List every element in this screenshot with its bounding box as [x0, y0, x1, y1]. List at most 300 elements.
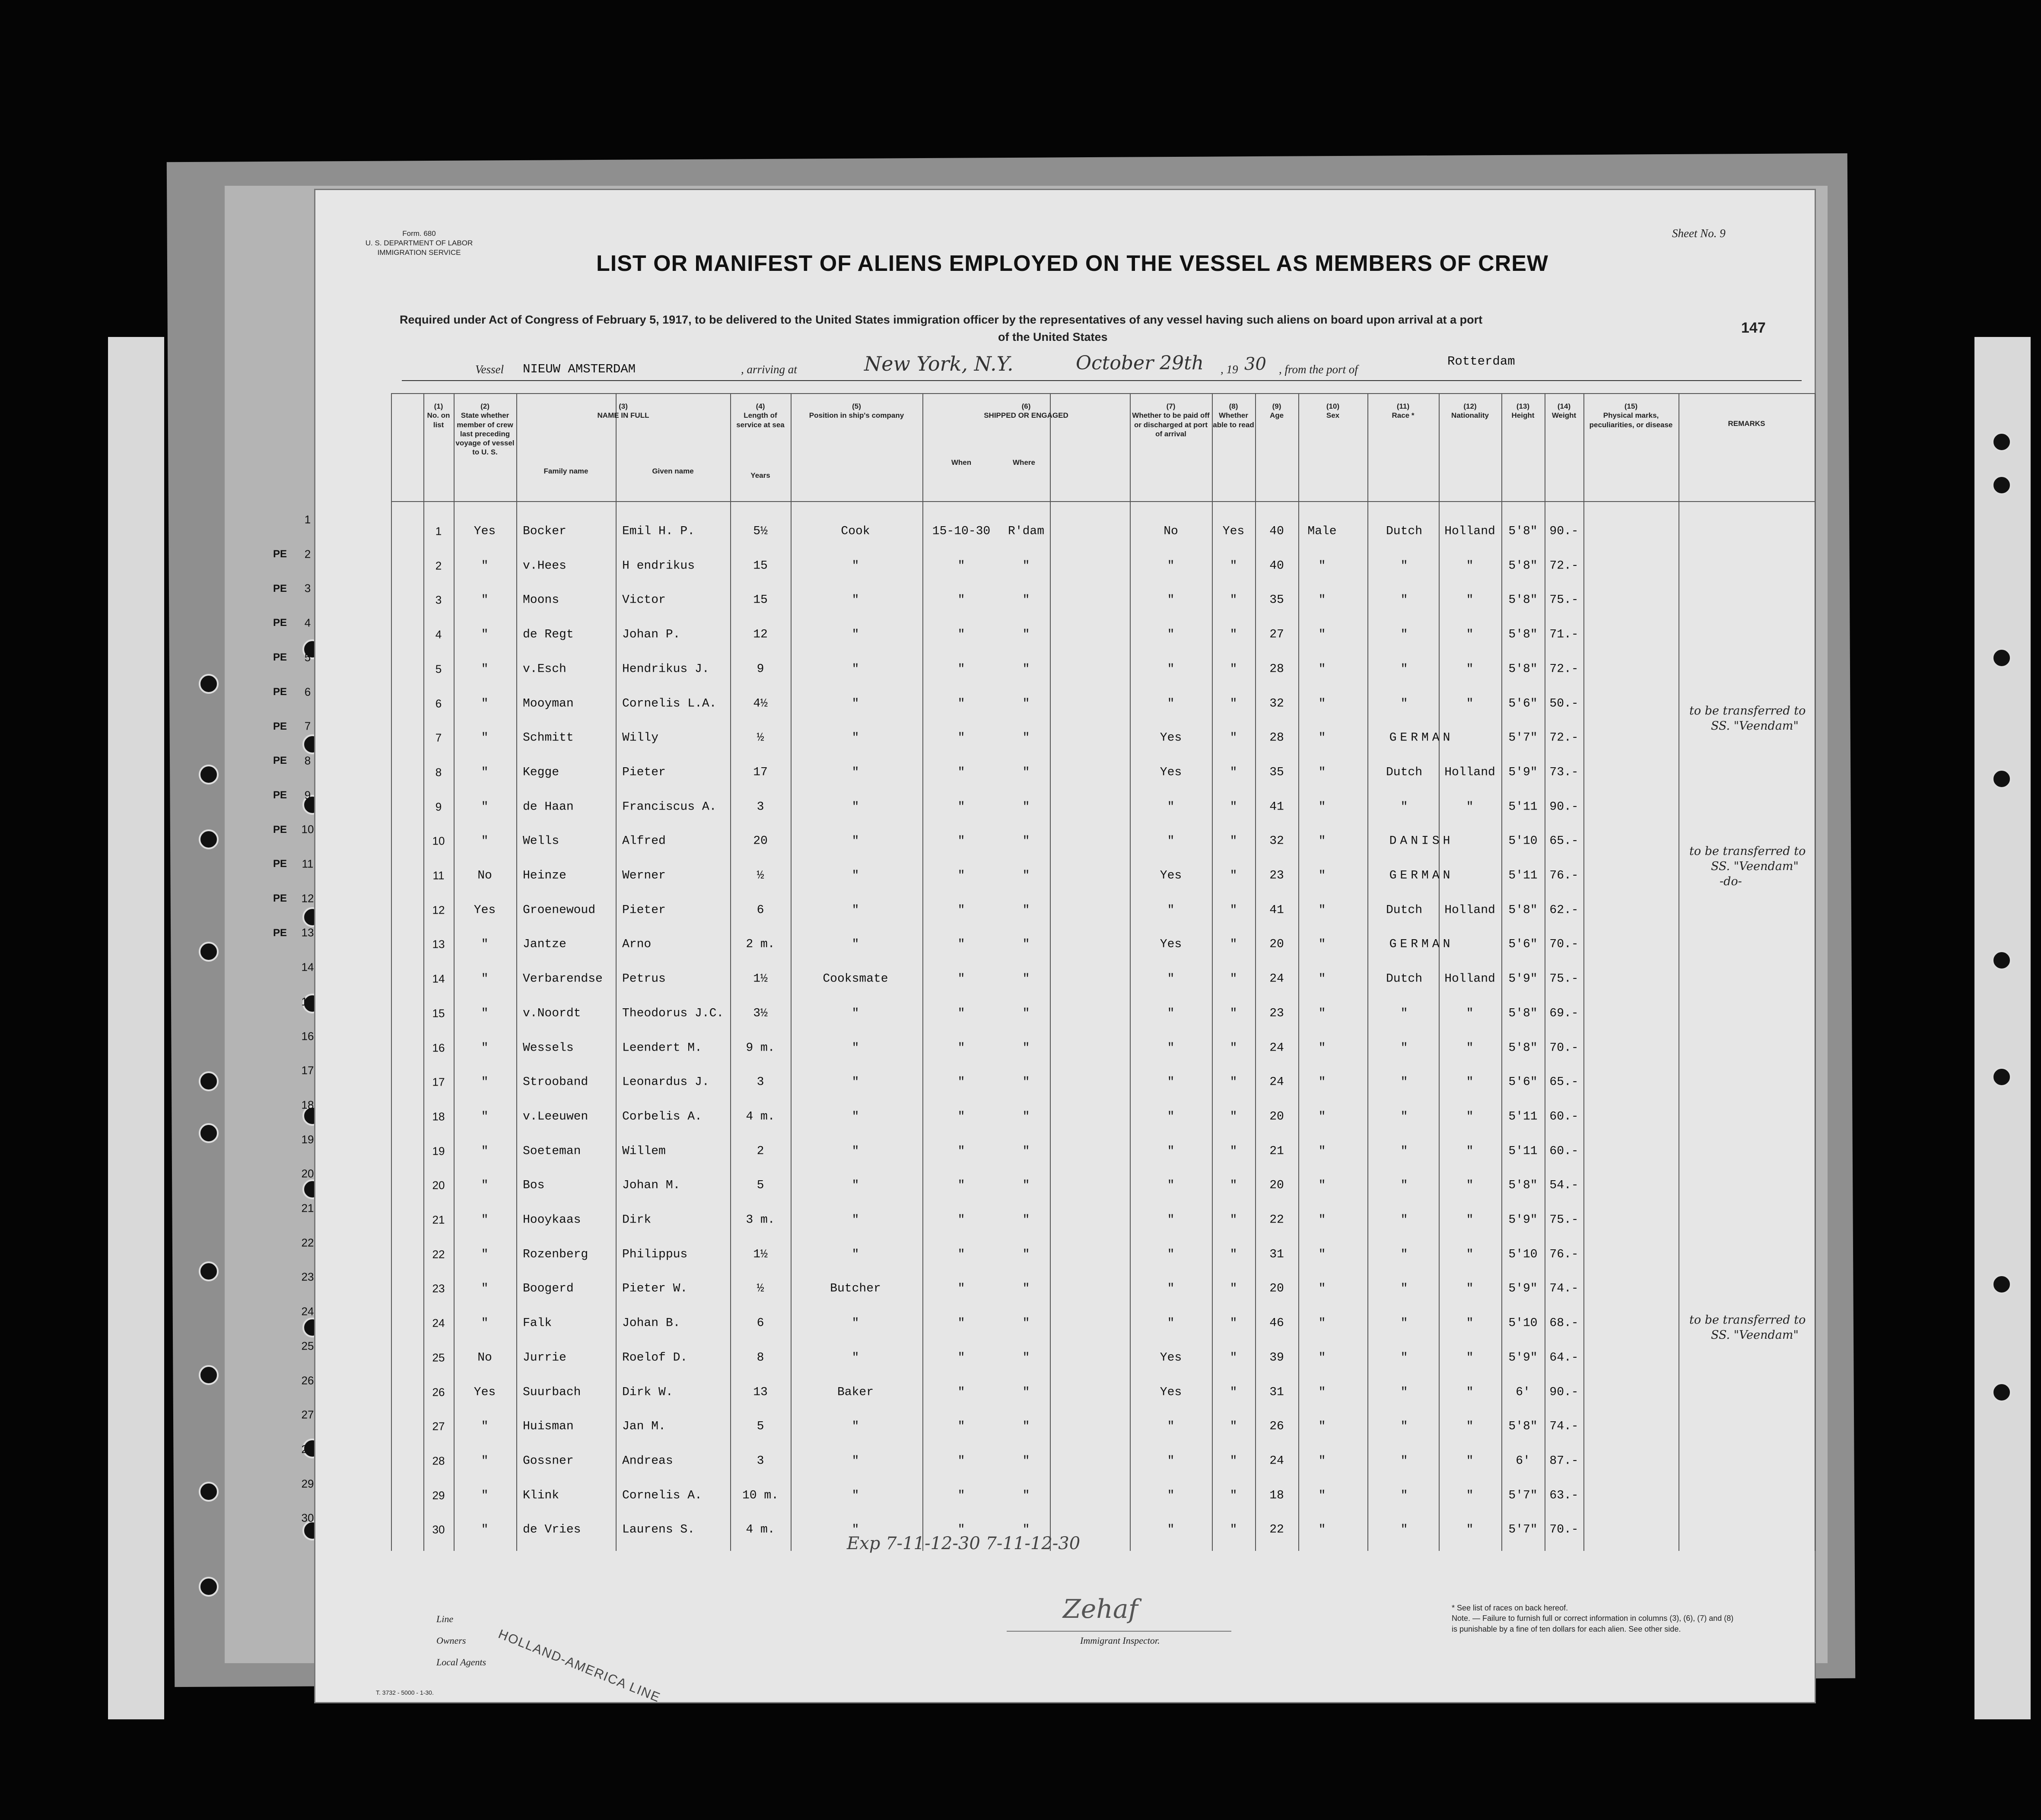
cell-paid: Yes [1160, 731, 1182, 745]
cell-service: ½ [757, 869, 764, 883]
undersheet-row-number: 14 [301, 960, 314, 974]
column-rule [516, 393, 517, 1551]
cell-weight: 50.- [1549, 697, 1579, 710]
cell-service: 1½ [753, 1248, 768, 1261]
undersheet-row-number: 8 [304, 754, 311, 767]
cell-given-name: Cornelis L.A. [622, 697, 717, 710]
cell-when: " [957, 559, 965, 573]
cell-weight: 74.- [1549, 1420, 1579, 1433]
cell-sex: " [1318, 1178, 1326, 1192]
cell-family-name: Gossner [523, 1454, 574, 1468]
left-margin-strip [108, 337, 164, 1719]
cell-read: " [1230, 869, 1237, 883]
cell-family-name: Suurbach [523, 1385, 581, 1399]
cell-nat: " [1466, 1248, 1474, 1261]
cell-height: 6' [1516, 1385, 1530, 1399]
column-header-c12 [1439, 402, 1501, 420]
cell-read: " [1230, 1385, 1237, 1399]
cell-family-name: Kegge [523, 765, 560, 779]
cell-height: 5'8" [1508, 593, 1538, 607]
cell-when: " [957, 1248, 965, 1261]
cell-paid: " [1167, 1489, 1175, 1502]
header-rule [391, 393, 1815, 394]
cell-pos: " [852, 1420, 859, 1433]
undersheet-pe-mark: PE [273, 720, 287, 732]
cell-height: 5'11 [1508, 1144, 1538, 1158]
column-header-c6b [1000, 458, 1048, 467]
column-number: (13) [1516, 402, 1530, 410]
cell-weight: 75.- [1549, 1213, 1579, 1227]
cell-nat: " [1466, 593, 1474, 607]
cell-read: " [1230, 662, 1237, 676]
cell-race: " [1400, 1007, 1408, 1020]
cell-pos: " [852, 1144, 859, 1158]
column-number: (14) [1557, 402, 1571, 410]
column-header-c9 [1255, 402, 1298, 420]
cell-service: 5 [757, 1178, 764, 1192]
cell-sex: " [1318, 765, 1326, 779]
cell-service: 5½ [753, 524, 768, 538]
cell-nat: Holland [1444, 903, 1495, 917]
cell-height: 5'8" [1508, 1007, 1538, 1020]
cell-sex: " [1318, 1041, 1326, 1055]
cell-when: " [957, 1454, 965, 1468]
punch-hole [1992, 1382, 2012, 1402]
cell-age: 23 [1269, 1007, 1284, 1020]
cell-where: " [1022, 1454, 1030, 1468]
cell-age: 32 [1269, 697, 1284, 710]
cell-race: " [1400, 1110, 1408, 1124]
column-rule [391, 393, 392, 1551]
undersheet-row-number: 19 [301, 1133, 314, 1146]
cell-pos: " [852, 1489, 859, 1502]
cell-prev: " [481, 731, 489, 745]
undersheet-row-number: 16 [301, 1029, 314, 1042]
requirement-text-2: of the United States [998, 330, 1108, 343]
column-number: (15) [1624, 402, 1638, 410]
cell-sex: " [1318, 1523, 1326, 1537]
cell-service: 15 [753, 559, 768, 573]
cell-nat: " [1466, 1351, 1474, 1365]
column-rule [1255, 393, 1256, 1551]
cell-paid: " [1167, 1041, 1175, 1055]
undersheet-pe-mark: PE [273, 548, 287, 560]
cell-where: " [1022, 1420, 1030, 1433]
cell-family-name: de Haan [523, 800, 574, 814]
cell-family-name: v.Esch [523, 662, 566, 676]
undersheet-pe-mark: PE [273, 927, 287, 939]
cell-service: 2 [757, 1144, 764, 1158]
cell-race: " [1400, 593, 1408, 607]
cell-where: " [1022, 731, 1030, 745]
remark-row-24: to be transferred to [1689, 1313, 1806, 1327]
cell-pos: " [852, 697, 859, 710]
cell-weight: 70.- [1549, 937, 1579, 951]
cell-height: 5'9" [1508, 1213, 1538, 1227]
cell-n: 30 [432, 1523, 445, 1536]
column-number: (2) [480, 402, 490, 410]
cell-race: Dutch [1386, 972, 1423, 986]
cell-pos: " [852, 1110, 859, 1124]
cell-n: 19 [432, 1144, 445, 1158]
cell-paid: No [1164, 524, 1178, 538]
cell-n: 24 [432, 1316, 445, 1330]
cell-paid: " [1167, 559, 1175, 573]
cell-pos: " [852, 731, 859, 745]
cell-race: " [1400, 1213, 1408, 1227]
remark-row-7b: SS. "Veendam" [1711, 719, 1799, 733]
column-header-c4 [730, 402, 791, 429]
cell-n: 20 [432, 1178, 445, 1192]
column-rule [1501, 393, 1502, 1551]
cell-pos: " [852, 593, 859, 607]
cell-when: " [957, 1282, 965, 1296]
cell-weight: 72.- [1549, 731, 1579, 745]
cell-age: 31 [1269, 1385, 1284, 1399]
cell-height: 5'9" [1508, 1282, 1538, 1296]
cell-given-name: Victor [622, 593, 666, 607]
cell-nat: " [1466, 628, 1474, 642]
cell-height: 5'6" [1508, 1075, 1538, 1089]
cell-read: " [1230, 1351, 1237, 1365]
cell-height: 5'10 [1508, 1316, 1538, 1330]
punch-hole [1992, 769, 2012, 789]
cell-sex: " [1318, 834, 1326, 848]
cell-read: " [1230, 765, 1237, 779]
cell-nat: " [1466, 800, 1474, 814]
cell-when: " [957, 697, 965, 710]
cell-weight: 74.- [1549, 1282, 1579, 1296]
cell-nat: " [1466, 1420, 1474, 1433]
cell-read: " [1230, 1454, 1237, 1468]
cell-pos: " [852, 765, 859, 779]
column-label: Position in ship's company [809, 411, 904, 420]
cell-n: 18 [432, 1110, 445, 1123]
cell-prev: " [481, 1178, 489, 1192]
undersheet-row-number: 7 [304, 719, 311, 733]
cell-given-name: Laurens S. [622, 1523, 695, 1537]
cell-service: 9 m. [746, 1041, 775, 1055]
cell-when: " [957, 1075, 965, 1089]
cell-read: " [1230, 937, 1237, 951]
column-rule [1130, 393, 1131, 1551]
cell-height: 5'9" [1508, 765, 1538, 779]
cell-service: 6 [757, 1316, 764, 1330]
cell-read: " [1230, 1007, 1237, 1020]
cell-where: " [1022, 765, 1030, 779]
column-rule [1298, 393, 1299, 1551]
cell-where: " [1022, 593, 1030, 607]
cell-n: 12 [432, 903, 445, 917]
cell-when: " [957, 1144, 965, 1158]
undersheet-row-number: 5 [304, 651, 311, 664]
cell-service: 3 [757, 1075, 764, 1089]
punch-hole [199, 1261, 219, 1281]
undersheet-pe-mark: PE [273, 893, 287, 904]
cell-weight: 87.- [1549, 1454, 1579, 1468]
cell-given-name: Pieter [622, 903, 666, 917]
cell-when: " [957, 593, 965, 607]
cell-height: 5'7" [1508, 1523, 1538, 1537]
cell-service: 3 [757, 800, 764, 814]
punch-hole [199, 1123, 219, 1143]
cell-race: " [1400, 662, 1408, 676]
column-header-c2 [454, 402, 516, 457]
cell-service: ½ [757, 1282, 764, 1296]
cell-weight: 71.- [1549, 628, 1579, 642]
cell-sex: " [1318, 1075, 1326, 1089]
cell-where: " [1022, 1007, 1030, 1020]
inspector-signature: Zehaf [1063, 1594, 1138, 1624]
cell-when: " [957, 765, 965, 779]
cell-paid: " [1167, 1316, 1175, 1330]
inspector-label: Immigrant Inspector. [1080, 1635, 1160, 1646]
cell-prev: No [477, 869, 492, 883]
cell-family-name: Bocker [523, 524, 566, 538]
undersheet-row-number: 12 [301, 892, 314, 905]
cell-weight: 90.- [1549, 800, 1579, 814]
cell-service: 6 [757, 903, 764, 917]
cell-pos: " [852, 1316, 859, 1330]
cell-race: Dutch [1386, 524, 1423, 538]
cell-where: " [1022, 1489, 1030, 1502]
cell-nat: " [1466, 1385, 1474, 1399]
cell-paid: " [1167, 1075, 1175, 1089]
cell-given-name: Jan M. [622, 1420, 666, 1433]
cell-age: 28 [1269, 662, 1284, 676]
cell-sex: " [1318, 1385, 1326, 1399]
cell-given-name: Johan B. [622, 1316, 680, 1330]
punch-hole [199, 1071, 219, 1091]
vessel-rule [402, 380, 1802, 381]
cell-age: 32 [1269, 834, 1284, 848]
column-label: Physical marks, peculiarities, or disease [1589, 411, 1673, 429]
cell-paid: " [1167, 1178, 1175, 1192]
column-header-c3a [516, 467, 616, 476]
remark-row-11c: -do- [1720, 875, 1742, 888]
undersheet-row-number: 17 [301, 1064, 314, 1077]
cell-paid: " [1167, 1420, 1175, 1433]
cell-nat: " [1466, 559, 1474, 573]
cell-given-name: Willy [622, 731, 659, 745]
manifest-sheet [315, 190, 1815, 1706]
cell-when: " [957, 662, 965, 676]
cell-family-name: Jurrie [523, 1351, 566, 1365]
cell-race: " [1400, 1351, 1408, 1365]
cell-nat: " [1466, 1144, 1474, 1158]
cell-paid: " [1167, 1213, 1175, 1227]
cell-service: 8 [757, 1351, 764, 1365]
year: 30 [1244, 354, 1266, 374]
cell-given-name: Pieter [622, 765, 666, 779]
cell-paid: " [1167, 628, 1175, 642]
cell-age: 35 [1269, 765, 1284, 779]
cell-where: " [1022, 972, 1030, 986]
requirement-text: Required under Act of Congress of February 5, 1917, to be delivered to the United States immigration officer by the representatives of any vessel having such aliens on board upon arrival at a port [400, 313, 1483, 326]
undersheet-row-number: 25 [301, 1339, 314, 1353]
cell-height: 5'8" [1508, 1420, 1538, 1433]
cell-given-name: Franciscus A. [622, 800, 717, 814]
remark-row-24b: SS. "Veendam" [1711, 1328, 1799, 1342]
cell-given-name: Arno [622, 937, 652, 951]
cell-sex: Male [1307, 524, 1337, 538]
cell-pos: Cooksmate [823, 972, 888, 986]
handwritten-annotation: Exp 7-11-12-30 7-11-12-30 [847, 1534, 1081, 1553]
punch-hole [199, 1365, 219, 1385]
column-header-c14 [1545, 402, 1583, 420]
cell-age: 40 [1269, 524, 1284, 538]
cell-n: 14 [432, 972, 445, 985]
cell-service: 4½ [753, 697, 768, 710]
form-header [354, 229, 484, 257]
cell-race: DANISH [1389, 834, 1454, 848]
undersheet-row-number: 28 [301, 1442, 314, 1456]
cell-sex: " [1318, 1454, 1326, 1468]
cell-height: 5'8" [1508, 903, 1538, 917]
cell-race: " [1400, 628, 1408, 642]
cell-when: " [957, 1110, 965, 1124]
cell-read: " [1230, 731, 1237, 745]
cell-sex: " [1318, 1007, 1326, 1020]
cell-prev: " [481, 697, 489, 710]
cell-n: 10 [432, 834, 445, 848]
cell-pos: Butcher [830, 1282, 881, 1296]
cell-when: " [957, 937, 965, 951]
cell-pos: " [852, 903, 859, 917]
cell-height: 5'11 [1508, 869, 1538, 883]
cell-sex: " [1318, 697, 1326, 710]
cell-prev: " [481, 1075, 489, 1089]
header-rule [391, 501, 1815, 502]
cell-pos: " [852, 559, 859, 573]
cell-sex: " [1318, 731, 1326, 745]
cell-read: " [1230, 697, 1237, 710]
cell-where: " [1022, 903, 1030, 917]
cell-when: " [957, 1523, 965, 1537]
cell-height: 6' [1516, 1454, 1530, 1468]
cell-prev: " [481, 1282, 489, 1296]
cell-given-name: Hendrikus J. [622, 662, 709, 676]
cell-paid: " [1167, 662, 1175, 676]
cell-family-name: Groenewoud [523, 903, 596, 917]
cell-race: " [1400, 1178, 1408, 1192]
cell-family-name: Huisman [523, 1420, 574, 1433]
punch-hole [1992, 475, 2012, 495]
cell-weight: 76.- [1549, 869, 1579, 883]
cell-paid: " [1167, 1248, 1175, 1261]
cell-weight: 60.- [1549, 1110, 1579, 1124]
cell-where: " [1022, 1075, 1030, 1089]
remark-row-11: to be transferred to [1689, 845, 1806, 858]
cell-paid: " [1167, 1007, 1175, 1020]
cell-sex: " [1318, 1248, 1326, 1261]
undersheet-row-number: 1 [304, 513, 311, 526]
cell-given-name: Dirk W. [622, 1385, 673, 1399]
cell-nat: " [1466, 1282, 1474, 1296]
cell-service: 15 [753, 593, 768, 607]
cell-when: " [957, 1041, 965, 1055]
print-code: T. 3732 - 5000 - 1-30. [376, 1689, 434, 1696]
cell-prev: " [481, 1041, 489, 1055]
year-prefix: , 19 [1221, 363, 1238, 376]
cell-race: " [1400, 1144, 1408, 1158]
cell-nat: " [1466, 662, 1474, 676]
cell-weight: 90.- [1549, 524, 1579, 538]
column-label: When [951, 458, 972, 467]
column-number: (3) [619, 402, 628, 410]
undersheet-row-number: 29 [301, 1477, 314, 1490]
cell-where: " [1022, 1110, 1030, 1124]
cell-sex: " [1318, 1489, 1326, 1502]
cell-family-name: Hooykaas [523, 1213, 581, 1227]
cell-n: 7 [435, 731, 442, 744]
cell-paid: " [1167, 593, 1175, 607]
footer-notes [1452, 1603, 1733, 1634]
cell-sex: " [1318, 800, 1326, 814]
cell-n: 5 [435, 662, 442, 676]
cell-height: 5'11 [1508, 800, 1538, 814]
punch-hole [1992, 1274, 2012, 1294]
cell-family-name: v.Leeuwen [523, 1110, 588, 1124]
cell-read: " [1230, 1420, 1237, 1433]
cell-race: " [1400, 1489, 1408, 1502]
cell-sex: " [1318, 559, 1326, 573]
cell-n: 28 [432, 1454, 445, 1467]
cell-prev: " [481, 1489, 489, 1502]
cell-prev: " [481, 937, 489, 951]
cell-service: 20 [753, 834, 768, 848]
cell-n: 4 [435, 628, 442, 641]
punch-hole [1992, 432, 2012, 452]
cell-race: " [1400, 1075, 1408, 1089]
cell-read: " [1230, 1282, 1237, 1296]
note-fine: Note. — Failure to furnish full or correct information in columns (3), (6), (7) and (8) [1452, 1614, 1734, 1623]
cell-read: " [1230, 800, 1237, 814]
cell-family-name: Verbarendse [523, 972, 603, 986]
cell-nat: " [1466, 1075, 1474, 1089]
footer-agents-label: Local Agents [436, 1657, 486, 1668]
cell-n: 6 [435, 697, 442, 710]
cell-weight: 90.- [1549, 1385, 1579, 1399]
cell-prev: " [481, 834, 489, 848]
cell-service: 2 m. [746, 937, 775, 951]
cell-n: 13 [432, 937, 445, 951]
column-header-c6a [922, 458, 1000, 467]
cell-n: 21 [432, 1213, 445, 1226]
column-header-c13 [1501, 402, 1545, 420]
column-label: Length of service at sea [736, 411, 785, 429]
cell-prev: " [481, 1144, 489, 1158]
cell-paid: Yes [1160, 937, 1182, 951]
cell-when: " [957, 1007, 965, 1020]
cell-family-name: Mooyman [523, 697, 574, 710]
column-rule [791, 393, 792, 1551]
undersheet-row-number: 15 [301, 995, 314, 1008]
cell-service: 3 [757, 1454, 764, 1468]
cell-height: 5'8" [1508, 524, 1538, 538]
cell-age: 24 [1269, 1454, 1284, 1468]
punch-hole [199, 1482, 219, 1502]
cell-n: 29 [432, 1489, 445, 1502]
cell-weight: 65.- [1549, 1075, 1579, 1089]
cell-age: 22 [1269, 1523, 1284, 1537]
cell-where: " [1022, 1248, 1030, 1261]
column-label: REMARKS [1728, 419, 1765, 428]
cell-n: 11 [432, 869, 445, 882]
cell-sex: " [1318, 1316, 1326, 1330]
cell-n: 15 [432, 1007, 445, 1020]
cell-where: " [1022, 800, 1030, 814]
